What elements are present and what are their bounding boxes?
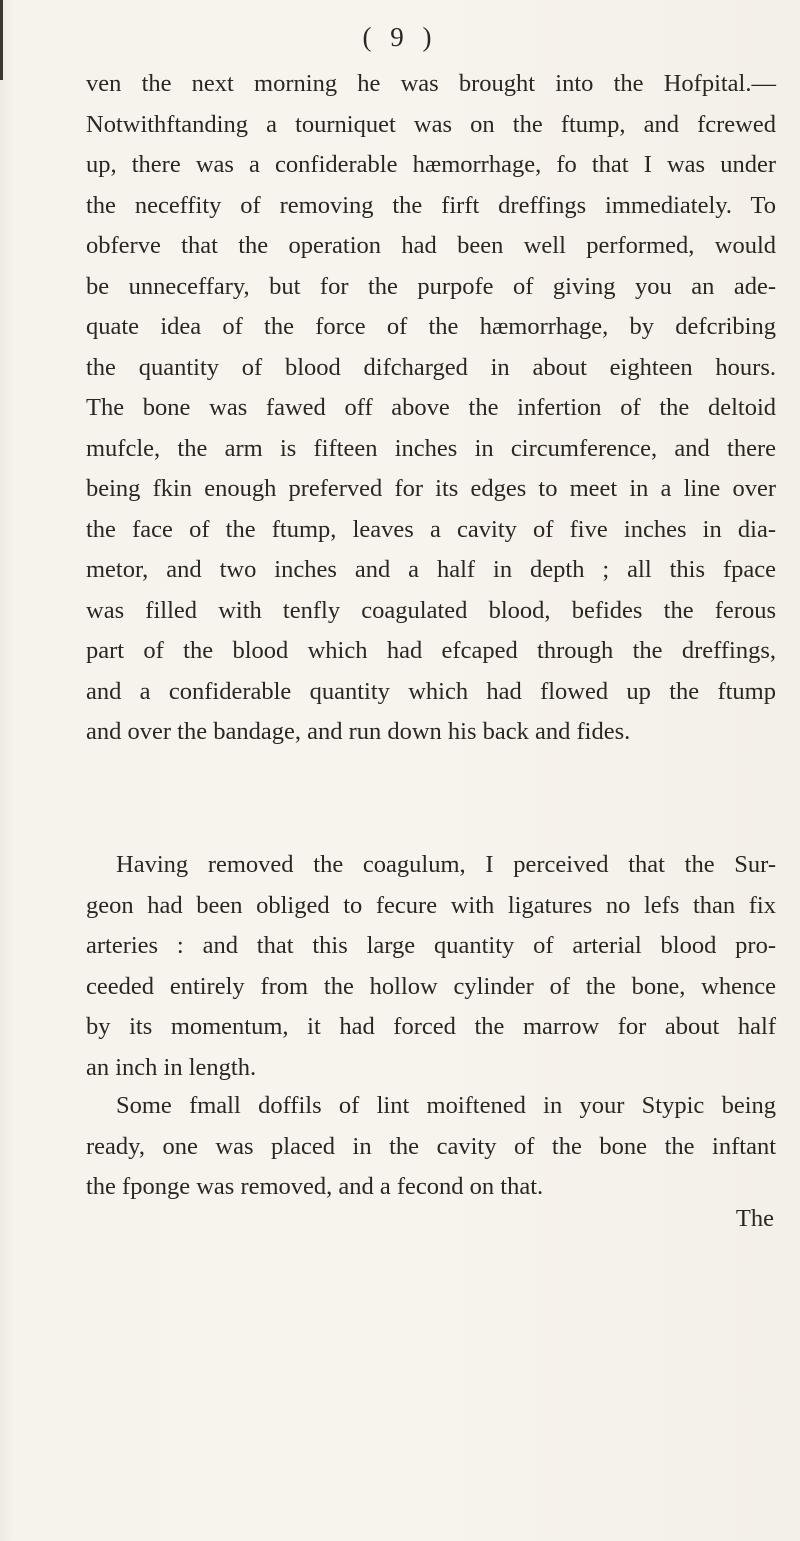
text-line: the quantity of blood difcharged in about eighteen hours. xyxy=(86,353,776,381)
text-line: be unneceffary, but for the purpofe of giving you an ade- xyxy=(86,272,776,300)
paragraph-2 xyxy=(86,845,776,1088)
text-line: geon had been obliged to fecure with ligatures no lefs than fix xyxy=(86,891,776,919)
page-number-header: ( 9 ) xyxy=(362,22,438,52)
text-line: ven the next morning he was brought into the Hofpital.— xyxy=(86,70,776,97)
text-line: Notwithftanding a tourniquet was on the ftump, and fcrewed xyxy=(86,110,776,138)
text-line: metor, and two inches and a half in depth ; all this fpace xyxy=(86,556,776,583)
catchword: The xyxy=(735,1205,774,1232)
text-line: and over the bandage, and run down his back and fides. xyxy=(86,718,631,745)
text-line: being fkin enough preferved for its edges to meet in a line over xyxy=(86,475,776,502)
text-line: mufcle, the arm is fifteen inches in circumference, and there xyxy=(86,434,776,462)
text-line: the face of the ftump, leaves a cavity of five inches in dia- xyxy=(86,515,776,543)
paragraph-1 xyxy=(86,64,776,753)
text-line: was filled with tenfly coagulated blood, befides the ferous xyxy=(86,596,776,624)
text-line: arteries : and that this large quantity of arterial blood pro- xyxy=(86,932,776,959)
text-line: The bone was fawed off above the infertion of the deltoid xyxy=(86,394,776,421)
text-line: an inch in length. xyxy=(86,1053,257,1081)
paragraph-3 xyxy=(86,1086,776,1208)
text-line: the neceffity of removing the firft dreffings immediately. To xyxy=(86,191,776,219)
text-line: obferve that the operation had been well performed, would xyxy=(86,232,776,259)
text-line: quate idea of the force of the hæmorrhage, by defcribing xyxy=(86,313,776,340)
text-line: Having removed the coagulum, I perceived that the Sur- xyxy=(116,851,776,878)
text-line: ready, one was placed in the cavity of the bone the inftant xyxy=(86,1132,776,1160)
text-line: and a confiderable quantity which had flowed up the ftump xyxy=(86,677,776,705)
text-line: part of the blood which had efcaped through the dreffings, xyxy=(86,637,776,664)
text-line: Some fmall doffils of lint moiftened in your Stypic being xyxy=(116,1092,776,1119)
text-line: ceeded entirely from the hollow cylinder of the bone, whence xyxy=(86,972,776,1000)
text-line: the fponge was removed, and a fecond on that. xyxy=(86,1173,544,1200)
text-line: by its momentum, it had forced the marrow for about half xyxy=(86,1013,776,1040)
text-line: up, there was a confiderable hæmorrhage, fo that I was under xyxy=(86,151,776,178)
